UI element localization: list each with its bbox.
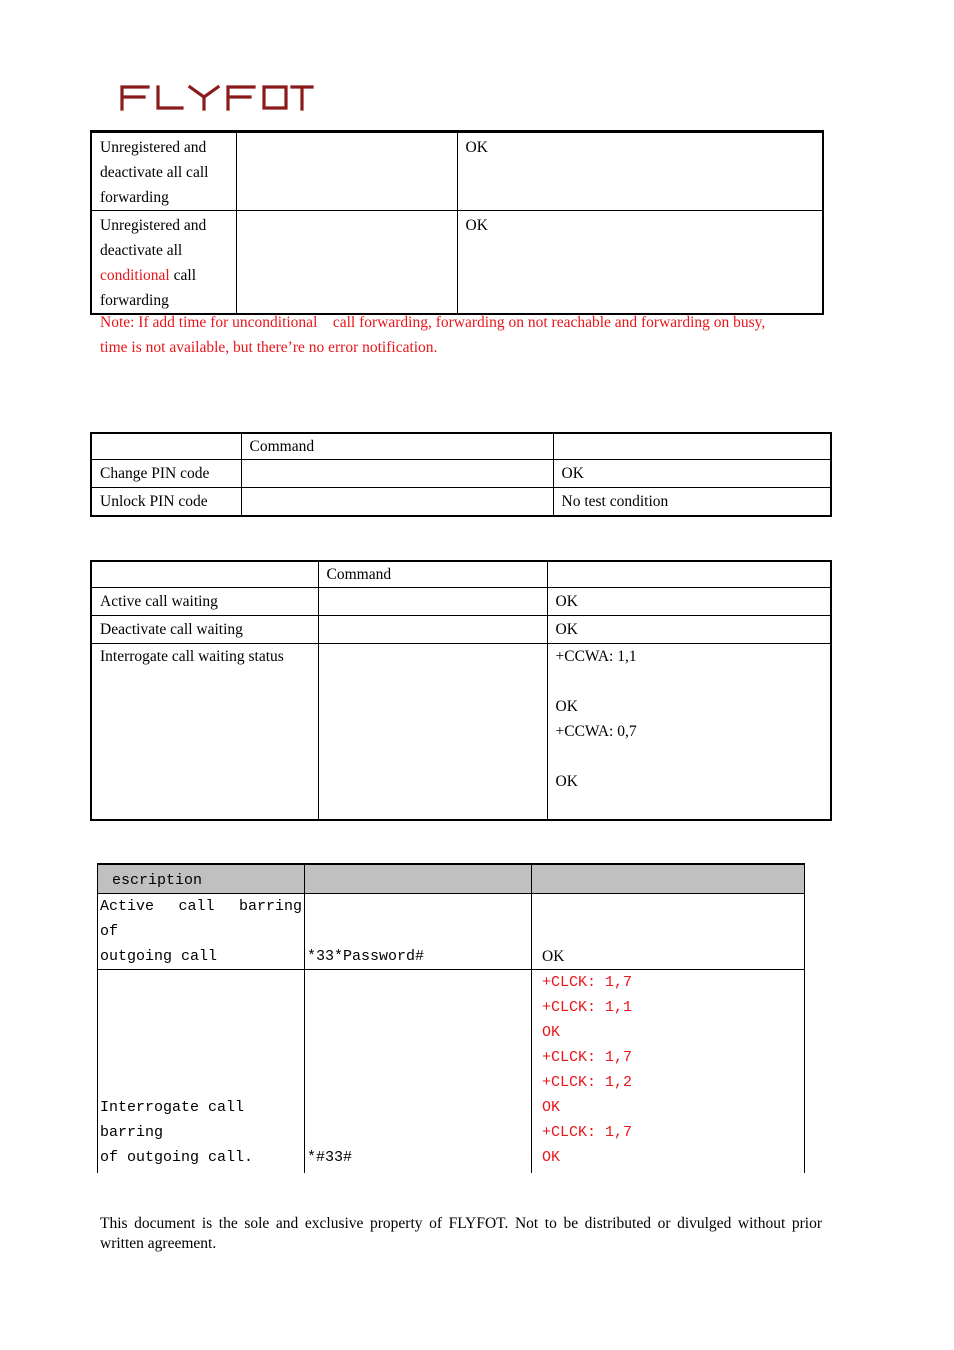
table-header-row	[91, 433, 831, 460]
command-cell: *#33#	[305, 970, 532, 1174]
description-cell: Interrogate call barring of outgoing call.	[98, 970, 305, 1174]
description-cell: Unregistered and deactivate all conditional call forwarding	[91, 211, 236, 315]
note-text: Note: If add time for unconditional call forwarding, forwarding on not reachable and forwarding on busy, time is not available, but there’re no error notification.	[100, 314, 766, 356]
table-header-row	[98, 864, 805, 894]
table-row	[98, 970, 805, 1174]
header-cell	[553, 433, 831, 460]
flyfot-logo	[118, 82, 314, 112]
command-cell	[236, 211, 457, 315]
table-row	[91, 211, 823, 315]
response-cell: OK	[457, 132, 823, 211]
pin-code-table	[90, 432, 832, 517]
table-header-row	[91, 561, 831, 588]
header-cell: Command	[241, 433, 553, 460]
header-cell	[532, 864, 805, 894]
call-forwarding-table	[90, 130, 824, 315]
call-barring-table	[97, 863, 805, 1173]
table-row: Interrogate call waiting status +CCWA: 1,1 OK +CCWA: 0,7 OK	[91, 644, 831, 821]
command-cell	[236, 132, 457, 211]
description-cell: Unregistered and deactivate all call forwarding	[91, 132, 236, 211]
conditional-highlight: conditional	[100, 267, 170, 284]
header-cell: escription	[98, 864, 305, 894]
header-cell	[91, 433, 241, 460]
table-row	[98, 894, 805, 970]
header-cell: Command	[318, 561, 547, 588]
header-cell	[305, 864, 532, 894]
call-waiting-table	[90, 560, 832, 821]
response-cell: OK	[532, 894, 805, 970]
table-row: Active call waiting OK	[91, 588, 831, 616]
command-cell: *33*Password#	[305, 894, 532, 970]
table-row: Change PIN code OK	[91, 460, 831, 488]
flyfot-logo-graphic	[118, 82, 314, 112]
response-cell: +CCWA: 1,1 OK +CCWA: 0,7 OK	[547, 644, 831, 821]
description-cell: Active call barring of outgoing call	[98, 894, 305, 970]
footer-disclaimer: This document is the sole and exclusive property of FLYFOT. Not to be distributed or divulged without prior written agreement.	[100, 1215, 822, 1252]
table-row	[91, 132, 823, 211]
header-cell	[547, 561, 831, 588]
table-row: Unlock PIN code No test condition	[91, 488, 831, 517]
table-row: Deactivate call waiting OK	[91, 616, 831, 644]
header-cell	[91, 561, 318, 588]
response-cell: +CLCK: 1,7 +CLCK: 1,1 OK +CLCK: 1,7 +CLCK: 1,2 OK +CLCK: 1,7 OK	[532, 970, 805, 1174]
response-cell: OK	[457, 211, 823, 315]
